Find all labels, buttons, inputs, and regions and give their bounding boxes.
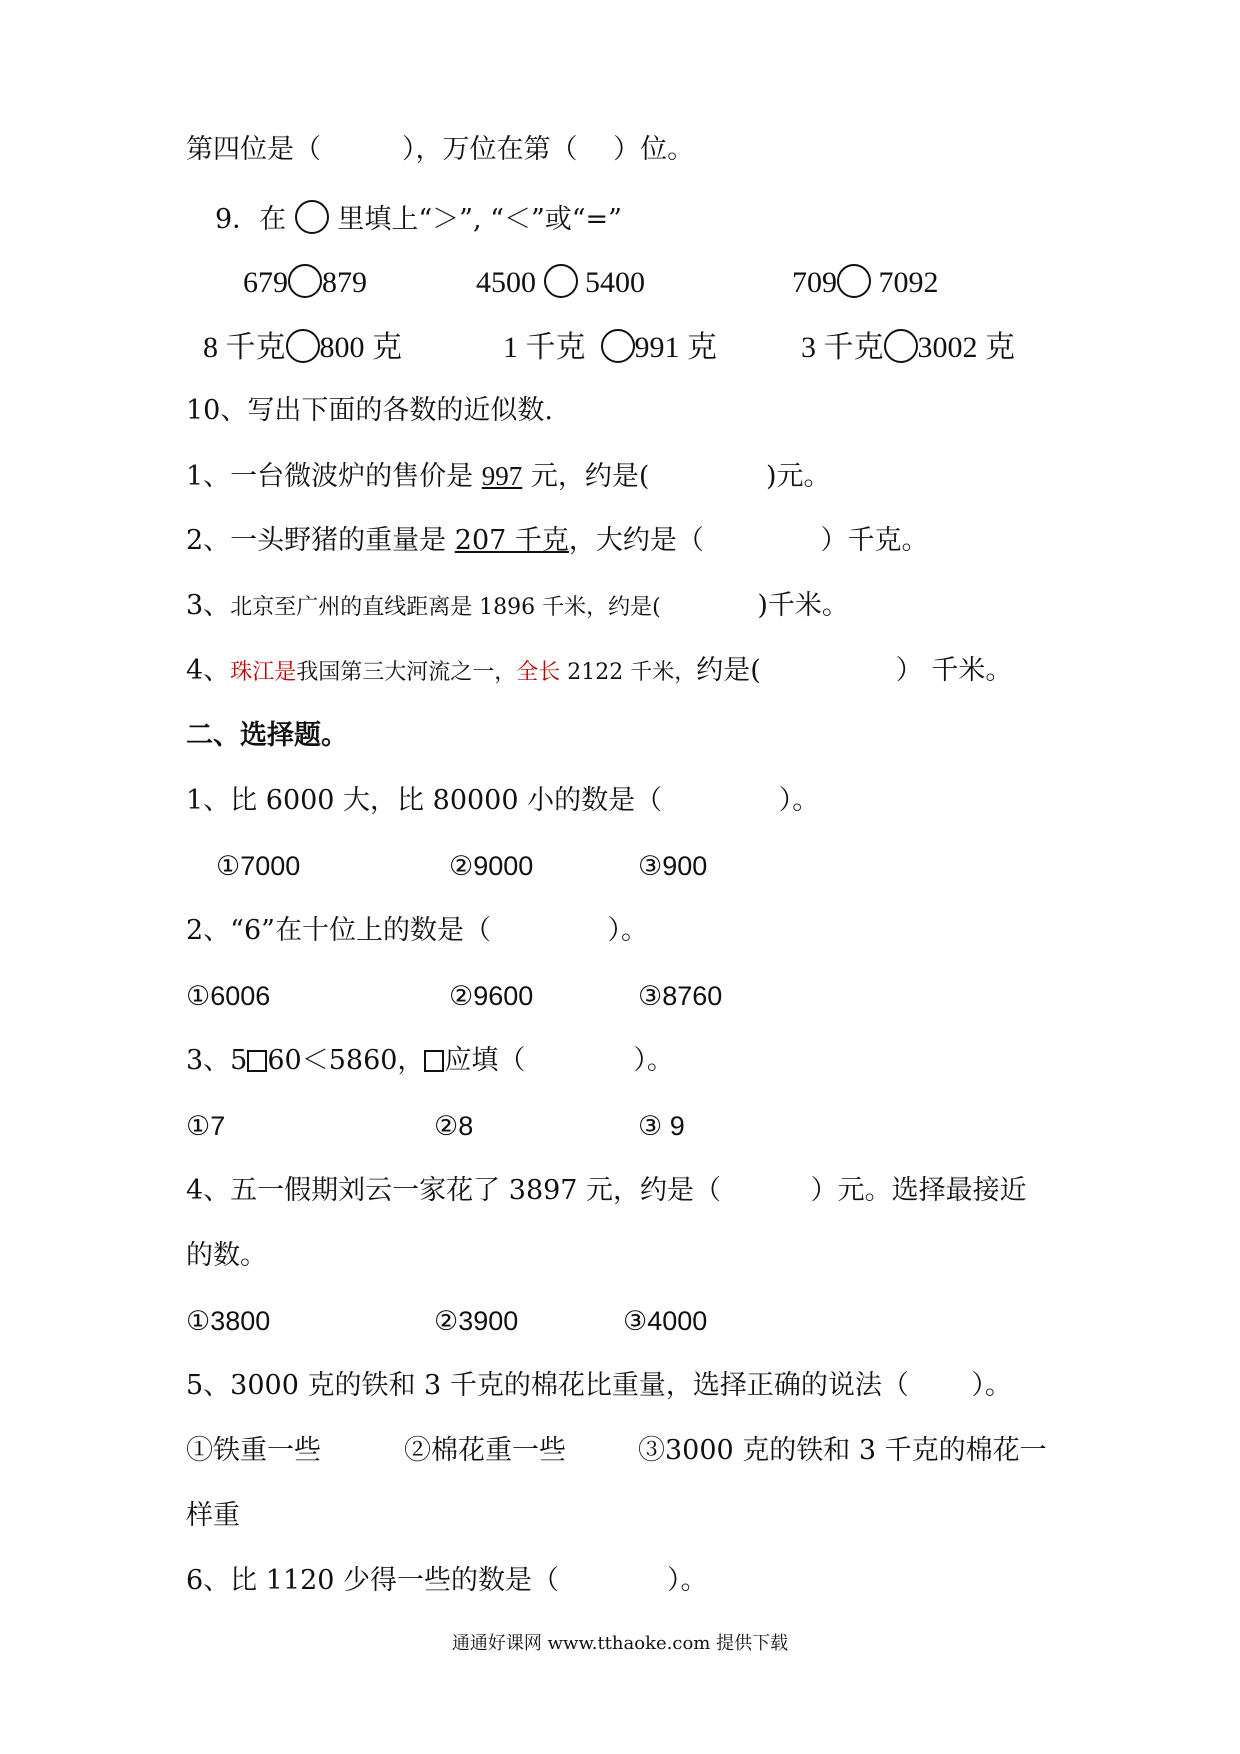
choice-q6: 6、比 1120 少得一些的数是（ ）。 bbox=[186, 1565, 708, 1596]
choice-q4-option-3[interactable]: ③4000 bbox=[623, 1306, 708, 1336]
q9-suffix: 里填上“＞”, “＜”或“=” bbox=[337, 204, 622, 235]
approx-body: 2122 千米， bbox=[560, 660, 697, 685]
approx-blank: ，大约是（ ）千克。 bbox=[568, 525, 929, 556]
river-name: 珠江是 bbox=[230, 660, 297, 685]
choice-q5-option-2[interactable]: ②棉花重一些 bbox=[404, 1435, 566, 1466]
approx-text: 1、一台微波炉的售价是 bbox=[186, 461, 482, 492]
compare-right: 879 bbox=[322, 266, 367, 299]
choice-q5-option-3-cont: 样重 bbox=[186, 1500, 240, 1531]
choice-q2-option-2[interactable]: ②9600 bbox=[449, 981, 534, 1011]
approx-item-2 bbox=[186, 524, 928, 558]
choice-q3-option-1[interactable]: ①7 bbox=[186, 1111, 226, 1141]
choice-q1-option-3[interactable]: ③900 bbox=[638, 851, 708, 881]
approx-text: 4、 bbox=[186, 655, 231, 686]
blank-square-icon bbox=[424, 1050, 444, 1072]
compare-right: 991 克 bbox=[634, 331, 717, 364]
q10-heading bbox=[186, 394, 553, 428]
line-digit-position: 第四位是（ ），万位在第（ ）位。 bbox=[186, 134, 695, 165]
compare-right: 5400 bbox=[585, 266, 645, 299]
choice-q2: 2、“6”在十位上的数是（ ）。 bbox=[186, 915, 649, 946]
compare-item-6 bbox=[801, 329, 1015, 367]
choice-q1: 1、比 6000 大，比 80000 小的数是（ ）。 bbox=[186, 785, 820, 816]
choice-q3-option-2[interactable]: ②8 bbox=[434, 1111, 474, 1141]
approx-text: 3、 bbox=[186, 590, 231, 621]
approx-body: 我国第三大河流之一， bbox=[296, 660, 517, 685]
compare-left: 679 bbox=[243, 266, 288, 299]
choice-q5: 5、3000 克的铁和 3 千克的棉花比重量，选择正确的说法（ ）。 bbox=[186, 1370, 1012, 1401]
choice-q2-option-1[interactable]: ①6006 bbox=[186, 981, 271, 1011]
compare-right: 3002 克 bbox=[917, 331, 1015, 364]
choice-q4-option-1[interactable]: ①3800 bbox=[186, 1306, 271, 1336]
choice-q3-option-3[interactable]: ③ 9 bbox=[638, 1111, 685, 1141]
compare-circle-icon[interactable] bbox=[837, 264, 871, 298]
compare-left: 709 bbox=[792, 266, 837, 299]
q9-prefix: 9．在 bbox=[215, 204, 287, 235]
section-2-heading: 二、选择题。 bbox=[186, 720, 348, 751]
approx-item-3 bbox=[186, 589, 849, 625]
compare-left: 3 千克 bbox=[801, 331, 884, 364]
approx-value: 997 bbox=[481, 461, 523, 491]
compare-item-5 bbox=[503, 329, 717, 367]
compare-circle-icon[interactable] bbox=[288, 264, 322, 298]
compare-circle-icon[interactable] bbox=[544, 264, 578, 298]
compare-circle-icon[interactable] bbox=[884, 329, 918, 363]
choice-q3-text: 3、5 bbox=[186, 1045, 248, 1076]
compare-right: 800 克 bbox=[319, 331, 402, 364]
q9-instruction bbox=[215, 200, 622, 237]
approx-item-1 bbox=[186, 459, 831, 494]
choice-q3 bbox=[186, 1044, 674, 1078]
choice-q3-text: 60＜5860， bbox=[267, 1045, 425, 1076]
compare-item-1 bbox=[243, 264, 367, 302]
length-label: 全长 bbox=[516, 660, 561, 685]
choice-q4-cont: 的数。 bbox=[186, 1240, 267, 1271]
approx-item-4 bbox=[186, 654, 1012, 690]
compare-left: 1 千克 bbox=[503, 331, 586, 364]
choice-q5-option-1[interactable]: ①铁重一些 bbox=[186, 1435, 321, 1466]
choice-q1-option-2[interactable]: ②9000 bbox=[449, 851, 534, 881]
approx-body: 北京至广州的直线距离是 1896 千米，约是( bbox=[230, 595, 749, 620]
compare-circle-icon[interactable] bbox=[601, 329, 635, 363]
choice-q4-option-2[interactable]: ②3900 bbox=[434, 1306, 519, 1336]
compare-left: 4500 bbox=[476, 266, 536, 299]
approx-value: 207 千克 bbox=[454, 525, 569, 556]
approx-blank: )千米。 bbox=[748, 590, 849, 621]
blank-square-icon bbox=[247, 1050, 267, 1072]
choice-q4: 4、五一假期刘云一家花了 3897 元，约是（ ）元。选择最接近 bbox=[186, 1175, 1027, 1206]
approx-blank: 元，约是( )元。 bbox=[522, 461, 831, 492]
approx-text: 2、一头野猪的重量是 bbox=[186, 525, 455, 556]
compare-left: 8 千克 bbox=[203, 331, 286, 364]
choice-q1-option-1[interactable]: ①7000 bbox=[216, 851, 301, 881]
page-footer: 通通好课网 www.tthaoke.com 提供下载 bbox=[451, 1633, 789, 1654]
choice-q2-option-3[interactable]: ③8760 bbox=[638, 981, 723, 1011]
approx-blank: 约是( ） 千米。 bbox=[696, 655, 1013, 686]
choice-q3-text: 应填（ ）。 bbox=[444, 1045, 674, 1076]
q10-text: 10、写出下面的各数的近似数. bbox=[186, 395, 553, 426]
choice-q5-option-3[interactable]: ③3000 克的铁和 3 千克的棉花一 bbox=[638, 1435, 1047, 1466]
compare-item-2 bbox=[476, 264, 645, 302]
compare-circle-icon[interactable] bbox=[286, 329, 320, 363]
blank-circle-icon[interactable] bbox=[295, 200, 329, 234]
compare-right: 7092 bbox=[878, 266, 939, 299]
compare-item-4 bbox=[203, 329, 402, 367]
compare-item-3 bbox=[792, 264, 939, 302]
